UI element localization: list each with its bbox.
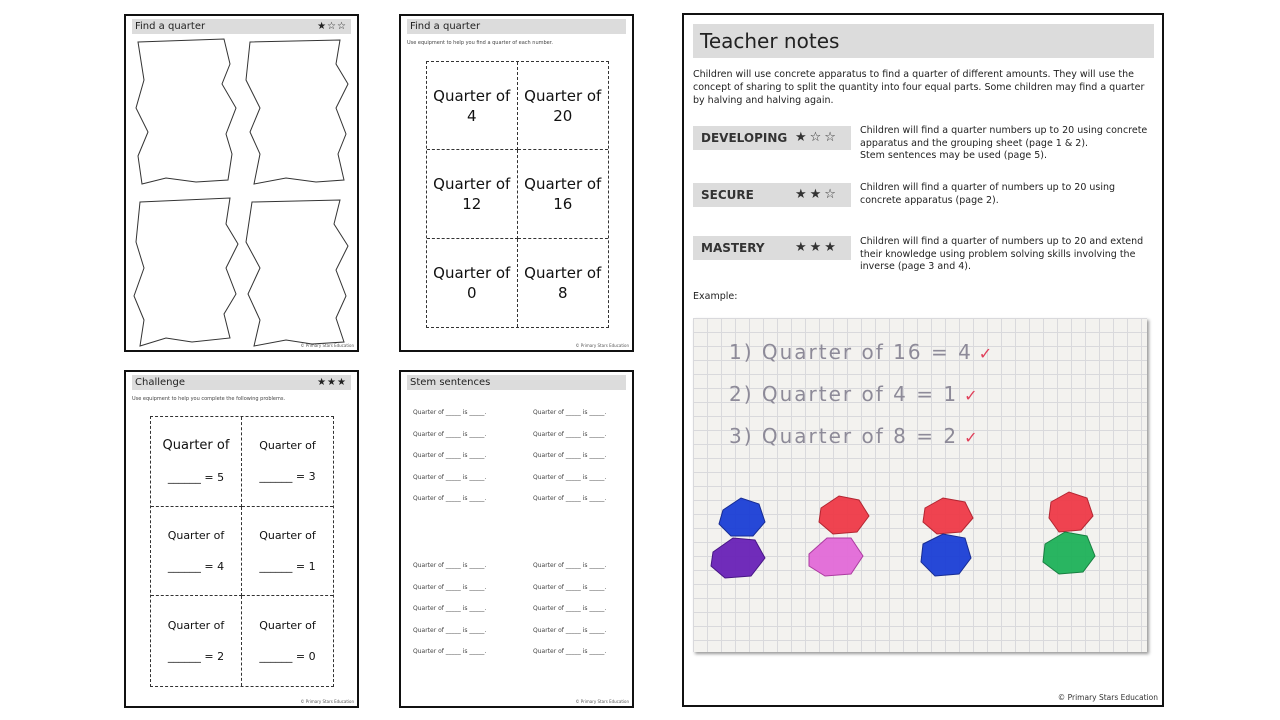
stem-sentence: Quarter of _____ is _____. bbox=[413, 452, 487, 459]
handwritten-text: 1) Quarter of 16 = 4 bbox=[729, 340, 973, 364]
teacher-notes-page bbox=[682, 13, 1164, 707]
challenge-card bbox=[242, 417, 333, 507]
level-name: SECURE bbox=[701, 188, 754, 202]
worksheet-header bbox=[132, 375, 351, 390]
level-description-text: Children will find a quarter of numbers up to 20 and extend their knowledge using problem solving skills involving the inverse (page 3 and 4). bbox=[860, 236, 1144, 272]
level-secure bbox=[693, 183, 851, 207]
card-answer: ______ = 0 bbox=[259, 650, 316, 664]
card-label: Quarter of bbox=[524, 263, 602, 282]
worksheet-footer: © Primary Stars Education bbox=[300, 343, 354, 348]
star-rating: ★★☆ bbox=[795, 187, 839, 202]
card-label: Quarter of bbox=[524, 174, 602, 193]
sharing-shape bbox=[246, 200, 348, 346]
quarter-card bbox=[427, 62, 518, 150]
gem-group bbox=[921, 498, 973, 576]
challenge-card bbox=[151, 507, 242, 597]
challenge-card bbox=[151, 417, 242, 507]
worksheet-header bbox=[407, 375, 626, 390]
gem-counters bbox=[693, 318, 1147, 652]
card-value: 16 bbox=[553, 194, 573, 213]
card-answer: ______ = 3 bbox=[259, 470, 316, 484]
stem-sentence: Quarter of _____ is _____. bbox=[533, 584, 607, 591]
level-name: DEVELOPING bbox=[701, 131, 788, 145]
level-description bbox=[860, 236, 1156, 274]
gem-icon bbox=[819, 496, 869, 534]
quarter-card bbox=[427, 150, 518, 238]
gem-group bbox=[809, 496, 869, 576]
challenge-card-grid bbox=[150, 416, 334, 687]
stem-sentence: Quarter of _____ is _____. bbox=[533, 474, 607, 481]
level-description-text: Children will find a quarter of numbers up to 20 using concrete apparatus (page 2). bbox=[860, 182, 1116, 206]
stem-sentence: Quarter of _____ is _____. bbox=[413, 584, 487, 591]
sharing-shape bbox=[134, 198, 238, 346]
gem-icon bbox=[1043, 532, 1095, 574]
quarter-card bbox=[518, 62, 609, 150]
example-photo bbox=[693, 318, 1147, 652]
stem-sentence: Quarter of _____ is _____. bbox=[533, 605, 607, 612]
gem-icon bbox=[719, 498, 765, 536]
gem-icon bbox=[923, 498, 973, 534]
gem-icon bbox=[711, 538, 765, 578]
stem-sentence: Quarter of _____ is _____. bbox=[413, 627, 487, 634]
card-value: 4 bbox=[466, 106, 477, 125]
star-rating: ★☆☆ bbox=[795, 130, 839, 145]
card-label: Quarter of bbox=[162, 438, 230, 454]
card-label: Quarter of bbox=[433, 86, 511, 105]
card-label: Quarter of bbox=[167, 528, 225, 542]
gem-group bbox=[1043, 492, 1095, 574]
card-answer: ______ = 5 bbox=[167, 471, 225, 485]
worksheet-footer: © Primary Stars Education bbox=[575, 699, 629, 704]
level-developing bbox=[693, 126, 851, 150]
card-value: 0 bbox=[466, 283, 477, 302]
stem-sentence: Quarter of _____ is _____. bbox=[413, 562, 487, 569]
teacher-notes-title: Teacher notes bbox=[693, 24, 1154, 58]
card-label: Quarter of bbox=[259, 528, 316, 542]
card-label: Quarter of bbox=[433, 174, 511, 193]
stem-sentence: Quarter of _____ is _____. bbox=[413, 431, 487, 438]
worksheet-footer: © Primary Stars Education bbox=[300, 699, 354, 704]
handwritten-text: 2) Quarter of 4 = 1 bbox=[729, 382, 959, 406]
worksheet-title: Stem sentences bbox=[410, 377, 491, 388]
stem-sentence: Quarter of _____ is _____. bbox=[533, 562, 607, 569]
card-value: 20 bbox=[553, 106, 573, 125]
stem-sentence: Quarter of _____ is _____. bbox=[413, 474, 487, 481]
worksheet-stem-sentences bbox=[399, 370, 634, 708]
card-label: Quarter of bbox=[433, 263, 511, 282]
worksheet-title: Find a quarter bbox=[410, 21, 481, 32]
worksheet-title: Challenge bbox=[135, 377, 185, 388]
card-label: Quarter of bbox=[259, 439, 316, 453]
quarter-card bbox=[427, 239, 518, 327]
star-rating: ★☆☆ bbox=[317, 21, 347, 32]
stem-sentence: Quarter of _____ is _____. bbox=[413, 495, 487, 502]
worksheet-instruction: Use equipment to help you find a quarter of each number. bbox=[407, 40, 553, 46]
teacher-notes-intro: Children will use concrete apparatus to find a quarter of different amounts. They will use the concept of sharing to split the quantity into four equal parts. Some children may find a quarter by halving and halving again. bbox=[693, 69, 1145, 106]
sharing-shapes bbox=[126, 36, 359, 352]
worksheet-find-a-quarter-numbers bbox=[399, 14, 634, 352]
card-label: Quarter of bbox=[259, 619, 316, 633]
level-description-extra: Stem sentences may be used (page 5). bbox=[860, 150, 1048, 161]
sharing-shape bbox=[246, 40, 348, 184]
card-label: Quarter of bbox=[524, 86, 602, 105]
star-rating: ★★★ bbox=[795, 240, 839, 255]
gem-icon bbox=[1049, 492, 1093, 532]
stem-sentence: Quarter of _____ is _____. bbox=[413, 605, 487, 612]
card-answer: ______ = 1 bbox=[259, 559, 316, 573]
sharing-shape bbox=[136, 39, 236, 184]
stem-sentence: Quarter of _____ is _____. bbox=[533, 409, 607, 416]
gem-icon bbox=[921, 534, 971, 576]
stem-sentence: Quarter of _____ is _____. bbox=[533, 495, 607, 502]
level-mastery bbox=[693, 236, 851, 260]
handwritten-text: 3) Quarter of 8 = 2 bbox=[729, 424, 959, 448]
teacher-notes-footer: © Primary Stars Education bbox=[1057, 693, 1158, 702]
challenge-card bbox=[242, 507, 333, 597]
stem-sentence: Quarter of _____ is _____. bbox=[413, 648, 487, 655]
stem-sentence: Quarter of _____ is _____. bbox=[413, 409, 487, 416]
tick-icon: ✓ bbox=[978, 344, 995, 363]
card-value: 12 bbox=[462, 194, 482, 213]
tick-icon: ✓ bbox=[964, 428, 980, 447]
challenge-card bbox=[151, 596, 242, 686]
worksheet-header bbox=[407, 19, 626, 34]
card-value: 8 bbox=[557, 283, 568, 302]
gem-group bbox=[711, 498, 765, 578]
worksheet-find-a-quarter-shapes bbox=[124, 14, 359, 352]
example-label: Example: bbox=[693, 291, 738, 302]
level-description bbox=[860, 182, 1156, 207]
worksheet-title: Find a quarter bbox=[135, 21, 206, 32]
quarter-card bbox=[518, 150, 609, 238]
worksheet-instruction: Use equipment to help you complete the following problems. bbox=[132, 396, 286, 402]
card-label: Quarter of bbox=[167, 619, 225, 633]
level-description-text: Children will find a quarter numbers up to 20 using concrete apparatus and the grouping sheet (page 1 & 2). bbox=[860, 125, 1148, 149]
quarter-card-grid bbox=[426, 61, 609, 328]
card-answer: ______ = 2 bbox=[167, 650, 225, 664]
worksheet-challenge bbox=[124, 370, 359, 708]
star-rating: ★★★ bbox=[317, 377, 347, 388]
worksheet-footer: © Primary Stars Education bbox=[575, 343, 629, 348]
stem-sentence: Quarter of _____ is _____. bbox=[533, 648, 607, 655]
quarter-card bbox=[518, 239, 609, 327]
tick-icon: ✓ bbox=[964, 386, 980, 405]
stem-sentence: Quarter of _____ is _____. bbox=[533, 431, 607, 438]
challenge-card bbox=[242, 596, 333, 686]
worksheet-header bbox=[132, 19, 351, 34]
level-name: MASTERY bbox=[701, 241, 765, 255]
stem-sentence: Quarter of _____ is _____. bbox=[533, 627, 607, 634]
level-description bbox=[860, 125, 1156, 163]
gem-icon bbox=[809, 538, 863, 576]
stem-sentence: Quarter of _____ is _____. bbox=[533, 452, 607, 459]
card-answer: ______ = 4 bbox=[167, 559, 225, 573]
